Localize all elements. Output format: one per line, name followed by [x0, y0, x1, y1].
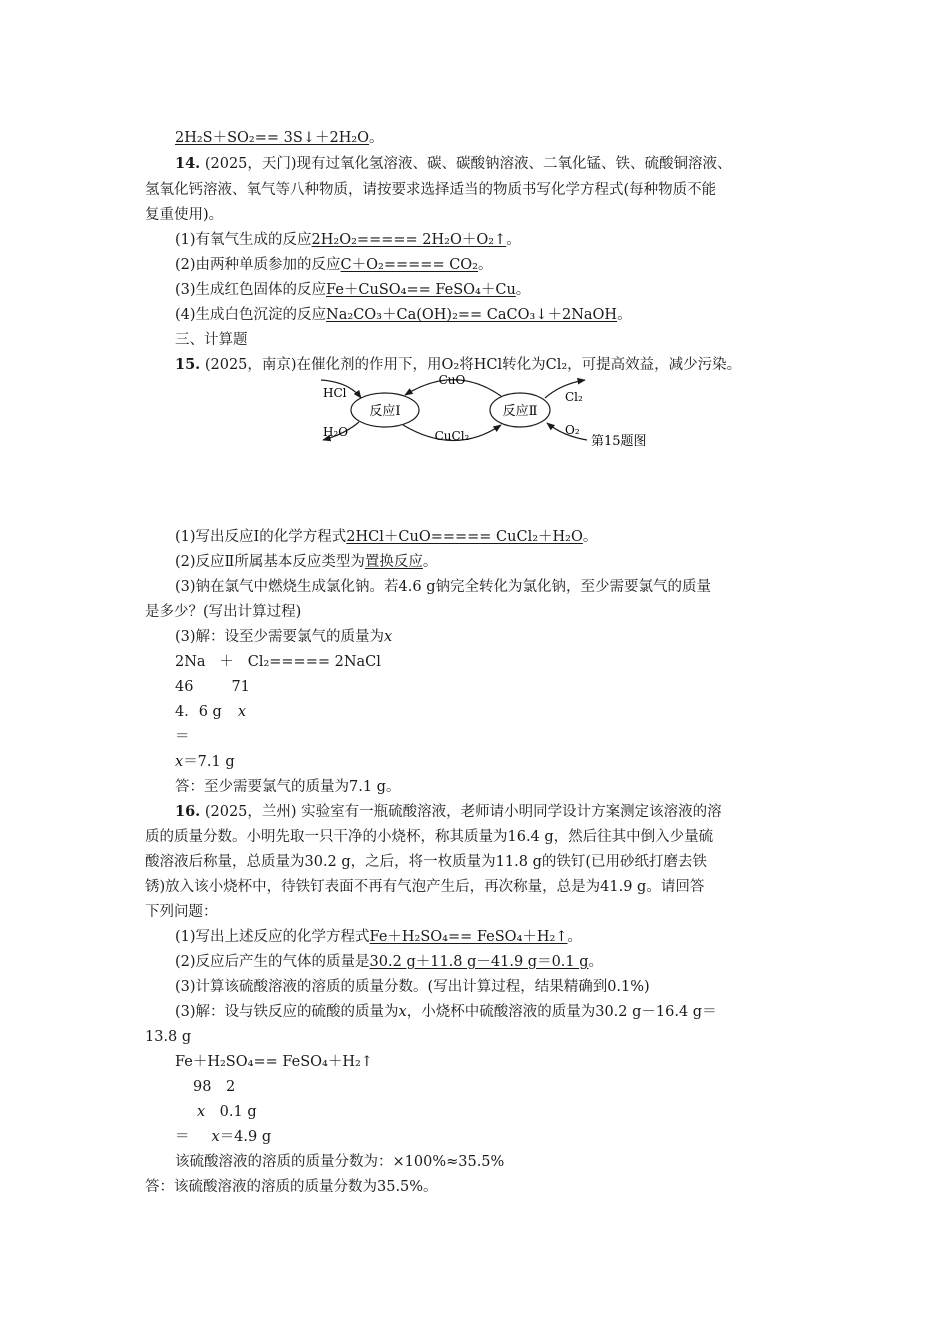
q15-mass-1: 4．6 g: [175, 704, 222, 720]
q15-part3-line1: (3)钠在氯气中燃烧生成氯化钠。若4.6 g钠完全转化为氯化钠，至少需要氯气的质量: [175, 579, 711, 595]
q15-part1: [175, 527, 597, 547]
q16-stem-line2: 质的质量分数。小明先取一只干净的小烧杯，称其质量为16.4 g，然后往其中倒入少量硫: [145, 829, 714, 845]
q16-stem-line4: 锈)放入该小烧杯中，待铁钉表面不再有气泡产生后，再次称量，总是为41.9 g。请回答: [145, 879, 705, 895]
q16-result-value: ＝4.9 g: [219, 1129, 272, 1145]
q15-part2-end: 。: [422, 554, 438, 570]
q16-part2-label: (2)反应后产生的气体的质量是: [175, 954, 370, 970]
q16-result-line: [175, 1127, 271, 1147]
q15-ratio-1: 46: [175, 679, 194, 695]
figure-caption: 第15题图: [591, 434, 647, 449]
q15-mass-line: [175, 702, 246, 722]
q14-item-3-label: (3)生成红色固体的反应: [175, 282, 327, 298]
q14-stem-line2: 氢氧化钙溶液、氧气等八种物质，请按要求选择适当的物质书写化学方程式(每种物质不能: [145, 182, 717, 198]
cucl2-label: CuCl₂: [434, 429, 470, 443]
q16-mass-value: 0.1 g: [205, 1104, 257, 1120]
q16-number: 16.: [175, 803, 201, 820]
q14-item-4: [175, 305, 632, 325]
q15-part1-label: (1)写出反应Ⅰ的化学方程式: [175, 529, 347, 545]
q16-part2-end: 。: [588, 954, 604, 970]
q15-result-value: ＝7.1 g: [183, 754, 235, 770]
q16-part1-end: 。: [567, 929, 582, 945]
q15-part2-label: (2)反应Ⅱ所属基本反应类型为: [175, 554, 365, 570]
q14-item-4-answer: Na₂CO₃＋Ca(OH)₂== CaCO₃↓＋2NaOH: [326, 307, 618, 323]
q14-item-3: [175, 280, 530, 300]
q16-stem-line5: 下列问题：: [145, 904, 218, 920]
q15-eq-right: Cl₂===== 2NaCl: [247, 654, 381, 670]
q16-solution-line1: [175, 1002, 717, 1022]
cuo-label: CuO: [438, 373, 466, 387]
q15-part3-line2: 是多少？(写出计算过程): [145, 604, 302, 620]
q15-result: [175, 752, 235, 772]
q16-solution-b: ，小烧杯中硫酸溶液的质量为30.2 g－16.4 g＝: [406, 1004, 717, 1020]
q15-ratio-2: 71: [231, 679, 250, 695]
q14-item-3-end: 。: [515, 282, 531, 298]
q15-solution-var: x: [384, 629, 393, 645]
q15-part1-answer: 2HCl＋CuO===== CuCl₂＋H₂O: [346, 529, 583, 545]
q14-item-1: [175, 230, 521, 250]
q16-fraction: 该硫酸溶液的溶质的质量分数为：×100%≈35.5%: [175, 1154, 505, 1170]
hcl-label: HCl: [323, 386, 347, 400]
q16-solution-a: (3)解：设与铁反应的硫酸的质量为: [175, 1004, 399, 1020]
q16-part1-label: (1)写出上述反应的化学方程式: [175, 929, 370, 945]
q14-stem-text1: (2025，天门)现有过氧化氢溶液、碳、碳酸钠溶液、二氧化锰、铁、硫酸铜溶液、: [204, 156, 732, 172]
q16-solution-line2: 13.8 g: [145, 1029, 192, 1045]
q16-result-var: x: [211, 1129, 220, 1145]
q15-stem-text: (2025，南京)在催化剂的作用下，用O₂将HCl转化为Cl₂，可提高效益，减少污染。: [204, 357, 742, 373]
h2o-label: H₂O: [323, 425, 349, 439]
q14-item-1-label: (1)有氧气生成的反应: [175, 232, 312, 248]
q16-stem-line3: 酸溶液后称量，总质量为30.2 g，之后，将一枚质量为11.8 g的铁钉(已用砂纸打磨去铁: [145, 854, 708, 870]
q15-equation: [175, 652, 381, 672]
q16-equals: ＝: [175, 1129, 190, 1145]
cl2-label: Cl₂: [565, 390, 583, 404]
q14-stem-line1: [175, 154, 732, 174]
q16-part2: [175, 952, 603, 972]
reaction-cycle-diagram: [315, 370, 695, 450]
q15-solution-intro-text: (3)解：设至少需要氯气的质量为: [175, 629, 385, 645]
q15-eq-plus: ＋: [219, 654, 234, 670]
q16-stem-text1: (2025，兰州) 实验室有一瓶硫酸溶液，老师请小明同学设计方案测定该溶液的溶: [204, 804, 722, 820]
q16-part3: (3)计算该硫酸溶液的溶质的质量分数。(写出计算过程，结果精确到0.1%): [175, 979, 650, 995]
q14-item-2: [175, 255, 493, 275]
o2-label: O₂: [565, 423, 580, 437]
q15-ratio-line: [175, 677, 250, 697]
section-heading: 三、计算题: [175, 332, 248, 348]
q14-item-4-end: 。: [617, 307, 632, 323]
q15-eq-left: 2Na: [175, 654, 206, 670]
reaction-2-label: 反应Ⅱ: [502, 404, 538, 419]
q15-solution-intro: [175, 627, 392, 647]
q13-answer-line: [175, 128, 384, 148]
q16-mass-var: x: [197, 1104, 206, 1120]
q16-stem-line1: [175, 802, 722, 822]
q16-solution-var: x: [398, 1004, 407, 1020]
q15-number: 15.: [175, 356, 201, 373]
q16-part1-answer: Fe＋H₂SO₄== FeSO₄＋H₂↑: [369, 929, 568, 945]
q16-equation: Fe＋H₂SO₄== FeSO₄＋H₂↑: [175, 1054, 373, 1070]
q14-item-1-answer: 2H₂O₂===== 2H₂O＋O₂↑: [311, 232, 507, 248]
q14-item-2-answer: C＋O₂===== CO₂: [340, 257, 478, 273]
q16-mass-line: [197, 1102, 257, 1122]
q14-item-3-answer: Fe＋CuSO₄== FeSO₄＋Cu: [326, 282, 516, 298]
q14-item-1-end: 。: [506, 232, 521, 248]
q15-part1-end: 。: [582, 529, 598, 545]
q14-item-2-label: (2)由两种单质参加的反应: [175, 257, 341, 273]
q15-part2-answer: 置换反应: [364, 554, 423, 570]
q14-stem-line3: 复重使用)。: [145, 207, 224, 223]
reaction-1-label: 反应Ⅰ: [369, 404, 401, 419]
q14-item-2-end: 。: [478, 257, 493, 273]
q16-answer: 答：该硫酸溶液的溶质的质量分数为35.5%。: [145, 1179, 438, 1195]
q15-mass-2: x: [237, 704, 247, 720]
q15-answer: 答：至少需要氯气的质量为7.1 g。: [175, 779, 401, 795]
q16-part2-answer: 30.2 g＋11.8 g－41.9 g＝0.1 g: [369, 954, 589, 970]
q14-number: 14.: [175, 155, 201, 172]
q14-item-4-label: (4)生成白色沉淀的反应: [175, 307, 327, 323]
q15-part2: [175, 552, 437, 572]
q16-part1: [175, 927, 582, 947]
q15-result-var: x: [175, 754, 184, 770]
q15-equals: ＝: [175, 729, 190, 745]
q16-ratio: 98 2: [193, 1079, 236, 1095]
q13-end: 。: [369, 130, 384, 146]
q13-answer: 2H₂S＋SO₂== 3S↓＋2H₂O: [175, 130, 370, 146]
